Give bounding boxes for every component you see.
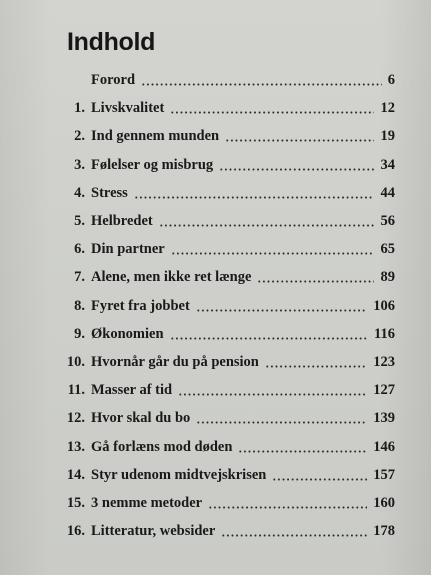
- dot-leader: [196, 421, 367, 424]
- chapter-number: 6.: [74, 241, 85, 258]
- page-number: 160: [373, 495, 395, 511]
- toc-entry: [0, 407, 431, 429]
- chapter-number: 1.: [74, 100, 85, 117]
- dot-leader: [225, 139, 374, 142]
- dot-leader: [238, 450, 367, 453]
- page-title: Indhold: [67, 28, 156, 56]
- toc-entry: [0, 436, 431, 458]
- page-number: 157: [373, 466, 395, 483]
- page-number: 89: [380, 269, 395, 286]
- page-number: 116: [374, 325, 395, 342]
- chapter-title: Litteratur, websider: [91, 523, 216, 540]
- page-number: 123: [373, 354, 395, 370]
- chapter-number: 3.: [74, 156, 85, 173]
- page-number: 106: [373, 297, 395, 314]
- dot-leader: [257, 280, 374, 283]
- dot-leader: [221, 534, 367, 537]
- toc-entry: [0, 295, 431, 317]
- chapter-title: Hvornår går du på pension: [91, 354, 259, 370]
- chapter-number: 4.: [74, 184, 85, 201]
- chapter-title: Gå forlæns mod døden: [91, 438, 233, 455]
- page-number: 6: [387, 72, 395, 88]
- chapter-title: Livskvalitet: [91, 100, 165, 117]
- chapter-title: Masser af tid: [91, 382, 173, 399]
- chapter-title: Helbredet: [91, 213, 153, 229]
- toc-entry: [0, 154, 431, 176]
- chapter-title: Ind gennem munden: [91, 128, 220, 145]
- page-number: 12: [380, 100, 395, 117]
- chapter-title: Forord: [91, 72, 136, 88]
- toc-entry: [0, 266, 431, 288]
- chapter-title: Fyret fra jobbet: [91, 297, 190, 314]
- page-number: 44: [380, 184, 395, 201]
- page-number: 178: [373, 523, 395, 540]
- chapter-number: 7.: [74, 269, 85, 286]
- toc-entry: [0, 323, 431, 345]
- toc-entry: [0, 97, 431, 119]
- chapter-number: 2.: [74, 128, 85, 145]
- page-number: 34: [380, 156, 395, 173]
- chapter-number: 9.: [74, 325, 85, 342]
- chapter-number: 12.: [66, 410, 85, 427]
- chapter-title: Følelser og misbrug: [91, 156, 214, 173]
- toc-entry: [0, 379, 431, 401]
- dot-leader: [219, 168, 374, 171]
- chapter-number: 13.: [66, 438, 85, 455]
- dot-leader: [208, 506, 367, 509]
- chapter-title: Hvor skal du bo: [91, 410, 191, 427]
- chapter-number: 10.: [66, 354, 85, 370]
- chapter-number: 16.: [66, 523, 85, 540]
- toc-entry: [0, 125, 431, 147]
- dot-leader: [141, 83, 382, 86]
- dot-leader: [272, 478, 367, 481]
- page-number: 139: [373, 410, 395, 427]
- chapter-title: 3 nemme metoder: [91, 495, 203, 511]
- toc-entry: [0, 464, 431, 486]
- toc-entry: [0, 238, 431, 260]
- chapter-number: 5.: [74, 213, 85, 229]
- page-number: 56: [380, 213, 395, 229]
- toc-entry: [0, 69, 431, 91]
- dot-leader: [171, 252, 374, 255]
- page-number: 65: [380, 241, 395, 258]
- page-number: 146: [373, 438, 395, 455]
- dot-leader: [178, 393, 367, 396]
- chapter-number: 8.: [74, 297, 85, 314]
- toc-entry: [0, 182, 431, 204]
- chapter-title: Stress: [91, 184, 128, 201]
- chapter-title: Din partner: [91, 241, 165, 258]
- dot-leader: [196, 309, 367, 312]
- dot-leader: [159, 224, 374, 227]
- toc-entry: [0, 520, 431, 542]
- chapter-title: Økonomien: [91, 325, 164, 342]
- toc-entry: [0, 210, 431, 232]
- dot-leader: [170, 111, 374, 114]
- chapter-number: 14.: [66, 466, 85, 483]
- chapter-number: 15.: [66, 495, 85, 511]
- dot-leader: [170, 337, 368, 340]
- chapter-title: Alene, men ikke ret længe: [91, 269, 252, 286]
- chapter-number: 11.: [67, 382, 85, 399]
- chapter-title: Styr udenom midtvejskrisen: [91, 466, 267, 483]
- page-number: 19: [380, 128, 395, 145]
- toc-entry: [0, 492, 431, 514]
- dot-leader: [134, 196, 374, 199]
- dot-leader: [265, 365, 367, 368]
- toc-entry: [0, 351, 431, 373]
- page-number: 127: [373, 382, 395, 399]
